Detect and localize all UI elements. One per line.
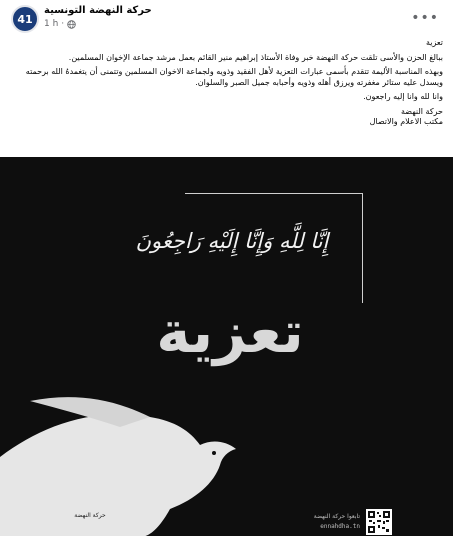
post-title: تعزية bbox=[425, 38, 443, 47]
logo-text: حركة النهضة bbox=[74, 512, 106, 519]
post-meta bbox=[44, 19, 76, 29]
post-time[interactable]: 1 h bbox=[44, 19, 59, 29]
frame-line-horizontal bbox=[185, 193, 363, 194]
signature-line-1: حركة النهضة bbox=[401, 106, 443, 116]
follow-text: تابعوا حركة النهضة bbox=[313, 513, 360, 520]
signature-line-2: مكتب الاعلام والاتصال bbox=[369, 117, 443, 126]
post-image[interactable] bbox=[0, 157, 453, 536]
condolence-title: تعزية bbox=[156, 298, 304, 366]
avatar-logo-text: 41 bbox=[17, 12, 33, 26]
qr-code-icon bbox=[366, 509, 392, 535]
page-name-link[interactable]: حركة النهضة التونسية bbox=[44, 5, 152, 16]
avatar[interactable] bbox=[11, 5, 39, 33]
post-paragraph-1: ببالغ الحزن والأسى تلقت حركة النهضة خبر وفاة الأستاذ إبراهيم منير القائم بعمل مرشد جماعة الإخوان المسلمين. bbox=[68, 52, 443, 62]
meta-separator: · bbox=[61, 19, 65, 29]
post-paragraph-2: وبهذه المناسبة الأليمة تتقدم بأسمى عبارات التعزية لأهل الفقيد وذويه ولجماعة الاخوان المسلمين وتتمنى أن يتغمدهُ الله برحمته ويسدل عليه ستائر مغفرته ويرزق أهله وذويه وأحبابه جميل الصبر والسلوان. bbox=[25, 67, 443, 87]
post-paragraph-3: وانا لله وانا إليه راجعون. bbox=[363, 92, 443, 101]
calligraphy-verse: إِنَّا لِلَّهِ وَإِنَّا إِلَيْهِ رَاجِعُونَ bbox=[135, 229, 329, 253]
globe-icon bbox=[67, 20, 76, 29]
dove-icon bbox=[0, 387, 280, 536]
frame-line-vertical bbox=[362, 193, 363, 303]
post-header bbox=[0, 0, 453, 36]
more-options-icon[interactable]: ••• bbox=[411, 10, 439, 26]
post-text bbox=[8, 38, 443, 128]
website-url: ennahdha.tn bbox=[320, 523, 360, 530]
nahdha-logo bbox=[55, 512, 125, 534]
